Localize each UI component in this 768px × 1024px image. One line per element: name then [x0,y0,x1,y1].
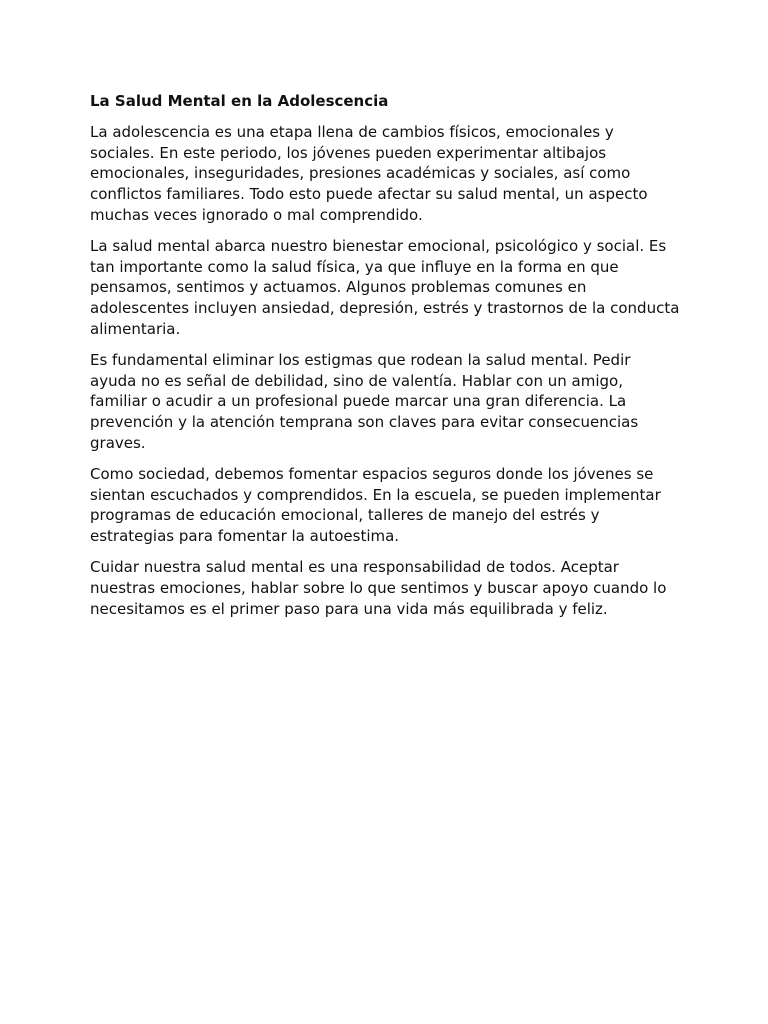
paragraph-2: La salud mental abarca nuestro bienestar emocional, psicológico y social. Es tan importante como la salud física, ya que influye en la forma en que pensamos, sentimos y actuamos. Algunos problemas comunes en adolescentes incluyen ansiedad, depresión, estrés y trastornos de la conducta alimentaria. [90,236,680,338]
document-title: La Salud Mental en la Adolescencia [90,92,389,110]
paragraph-4: Como sociedad, debemos fomentar espacios seguros donde los jóvenes se sientan escuchados y comprendidos. En la escuela, se pueden implementar programas de educación emocional, talleres de manejo del estrés y estrategias para fomentar la autoestima. [90,464,661,546]
paragraph-5: Cuidar nuestra salud mental es una responsabilidad de todos. Aceptar nuestras emociones, hablar sobre lo que sentimos y buscar apoyo cuando lo necesitamos es el primer paso para una vida más equilibrada y feliz. [90,557,667,618]
paragraph-3: Es fundamental eliminar los estigmas que rodean la salud mental. Pedir ayuda no es señal de debilidad, sino de valentía. Hablar con un amigo, familiar o acudir a un profesional puede marcar una gran diferencia. La prevención y la atención temprana son claves para evitar consecuencias graves. [90,350,639,452]
paragraph-1: La adolescencia es una etapa llena de cambios físicos, emocionales y sociales. En este periodo, los jóvenes pueden experimentar altibajos emocionales, inseguridades, presiones académicas y sociales, así como conflictos familiares. Todo esto puede afectar su salud mental, un aspecto muchas veces ignorado o mal comprendido. [90,122,648,224]
document-page [90,91,680,629]
